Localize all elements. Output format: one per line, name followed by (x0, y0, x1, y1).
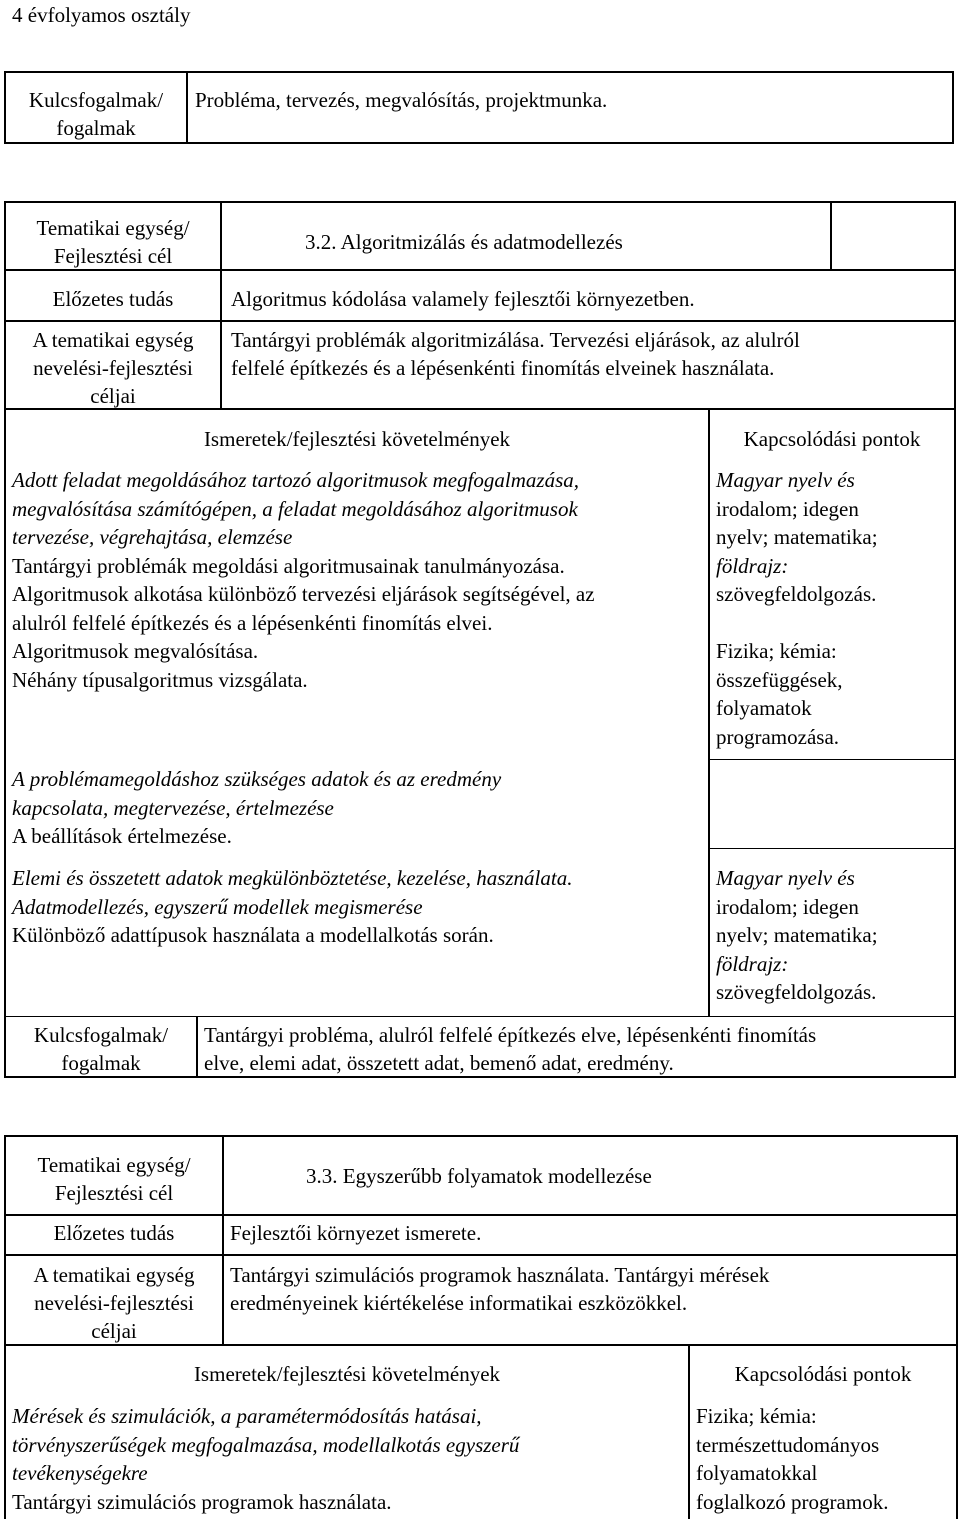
req-line: Algoritmusok alkotása különböző tervezési eljárások segítségével, az (12, 582, 595, 606)
unit-3-2-requirements-block-2 (12, 765, 501, 851)
unit-3-3-theme-label-line1: Tematikai egység/ (37, 1153, 191, 1177)
req-line: alulról felfelé építkezés és a lépésenkénti finomítás elvei. (12, 610, 493, 635)
unit-3-2-title: 3.2. Algoritmizálás és adatmodellezés (305, 230, 623, 254)
unit-3-2-connections-block-3 (716, 864, 878, 1007)
unit-3-2-key-text-line1: Tantárgyi probléma, alulról felfelé építkezés elve, lépésenkénti finomítás (204, 1023, 817, 1047)
unit-3-2-goals-label-line1: A tematikai egység (32, 328, 194, 352)
unit-3-2-connections-block-2 (716, 637, 843, 751)
unit-3-2-key-label-line2: fogalmak (61, 1051, 141, 1075)
unit-3-2-connections-block-1 (716, 466, 878, 609)
unit-3-2-prior-text: Algoritmus kódolása valamely fejlesztői környezetben. (231, 287, 695, 311)
conn-line: folyamatokkal (696, 1461, 818, 1485)
conn-line: programozása. (716, 724, 840, 749)
unit-3-3-goals-label-line1: A tematikai egység (33, 1263, 195, 1287)
key-concepts-label-line1: Kulcsfogalmak/ (28, 88, 164, 112)
req-line: Néhány típusalgoritmus vizsgálata. (12, 667, 308, 692)
req-line: kapcsolata, megtervezése, értelmezése (12, 795, 334, 820)
page-header-title: 4 évfolyamos osztály (12, 3, 191, 27)
unit-3-3-requirements-header: Ismeretek/fejlesztési követelmények (193, 1362, 501, 1386)
unit-3-3-prior-label: Előzetes tudás (53, 1221, 175, 1245)
req-line: Mérések és szimulációk, a paramétermódosítás hatásai, (12, 1404, 482, 1428)
unit-3-2-requirements-block-1 (12, 466, 595, 694)
conn-line: földrajz: (716, 951, 789, 976)
conn-line: szövegfeldolgozás. (716, 980, 877, 1004)
conn-line: irodalom; idegen (716, 894, 859, 919)
unit-3-2-prior-label: Előzetes tudás (52, 287, 174, 311)
unit-3-3-theme-label-line2: Fejlesztési cél (54, 1181, 174, 1205)
unit-3-3-prior-text: Fejlesztői környezet ismerete. (230, 1221, 482, 1245)
key-concepts-text: Probléma, tervezés, megvalósítás, projektmunka. (195, 88, 608, 112)
req-line: tervezése, végrehajtása, elemzése (12, 525, 293, 549)
unit-3-3-requirements-block (12, 1402, 519, 1516)
unit-3-3-goals-label-line2: nevelési-fejlesztési (34, 1291, 194, 1315)
unit-3-2-theme-label-line1: Tematikai egység/ (36, 216, 190, 240)
req-line: Algoritmusok megvalósítása. (12, 639, 259, 663)
unit-3-2-connections-header: Kapcsolódási pontok (743, 427, 921, 451)
unit-3-3-connections-block (696, 1402, 888, 1516)
unit-3-2-requirements-header: Ismeretek/fejlesztési követelmények (203, 427, 511, 451)
req-line: Adatmodellezés, egyszerű modellek megismerése (12, 894, 423, 919)
conn-line: földrajz: (716, 553, 789, 578)
req-line: tevékenységekre (12, 1461, 148, 1485)
req-line: törvényszerűségek megfogalmazása, modellalkotás egyszerű (12, 1432, 520, 1457)
unit-3-2-key-text-line2: elve, elemi adat, összetett adat, bemenő adat, eredmény. (204, 1051, 674, 1075)
unit-3-2-key-label-line1: Kulcsfogalmak/ (33, 1023, 169, 1047)
conn-line: nyelv; matematika; (716, 525, 878, 549)
conn-line: természettudományos (696, 1432, 880, 1457)
unit-3-2-goals-text-line2: felfelé építkezés és a lépésenkénti finomítás elveinek használata. (231, 356, 775, 380)
req-line: Tantárgyi szimulációs programok használata. (12, 1489, 392, 1514)
unit-3-2-requirements-block-3 (12, 864, 572, 950)
conn-line: összefüggések, (716, 667, 843, 692)
unit-3-3-goals-text-line1: Tantárgyi szimulációs programok használata. Tantárgyi mérések (230, 1263, 770, 1287)
conn-line: folyamatok (716, 696, 812, 720)
conn-line: Magyar nyelv és (716, 468, 855, 492)
conn-line: szövegfeldolgozás. (716, 582, 877, 606)
conn-line: Fizika; kémia: (696, 1404, 817, 1428)
unit-3-3-title: 3.3. Egyszerűbb folyamatok modellezése (306, 1164, 652, 1188)
unit-3-3-goals-text-line2: eredményeinek kiértékelése informatikai eszközökkel. (230, 1291, 688, 1315)
unit-3-2-goals-text-line1: Tantárgyi problémák algoritmizálása. Tervezési eljárások, az alulról (231, 328, 800, 352)
req-line: A problémamegoldáshoz szükséges adatok és az eredmény (12, 767, 502, 791)
conn-line: nyelv; matematika; (716, 923, 878, 947)
key-concepts-label-line2: fogalmak (56, 116, 136, 140)
unit-3-3-goals-label-line3: céljai (91, 1319, 137, 1343)
req-line: Adott feladat megoldásához tartozó algoritmusok megfogalmazása, (12, 468, 579, 492)
unit-3-2-theme-label-line2: Fejlesztési cél (53, 244, 173, 268)
req-line: megvalósítása számítógépen, a feladat megoldásához algoritmusok (12, 496, 578, 521)
unit-3-2-goals-label-line2: nevelési-fejlesztési (33, 356, 193, 380)
unit-3-3-connections-header: Kapcsolódási pontok (734, 1362, 912, 1386)
req-line: Tantárgyi problémák megoldási algoritmusainak tanulmányozása. (12, 553, 565, 578)
conn-line: Fizika; kémia: (716, 639, 837, 663)
req-line: Elemi és összetett adatok megkülönböztetése, kezelése, használata. (12, 866, 573, 890)
req-line: A beállítások értelmezése. (12, 824, 232, 848)
conn-line: foglalkozó programok. (696, 1489, 889, 1514)
conn-line: irodalom; idegen (716, 496, 859, 521)
conn-line: Magyar nyelv és (716, 866, 855, 890)
req-line: Különböző adattípusok használata a modellalkotás során. (12, 923, 494, 947)
unit-3-2-goals-label-line3: céljai (90, 384, 136, 408)
